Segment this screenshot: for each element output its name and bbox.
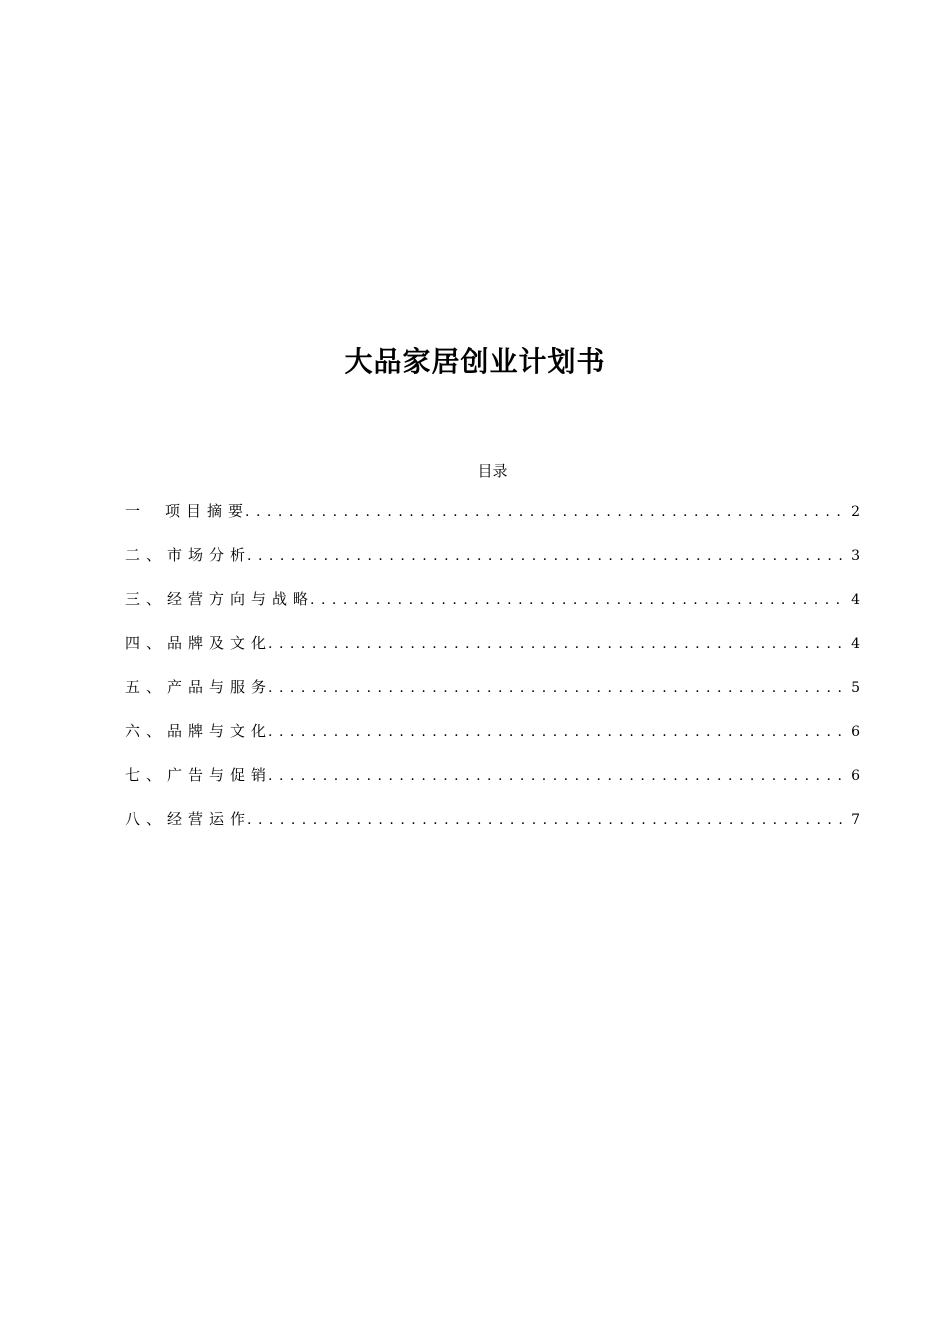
toc-entry-label: 市场分析 — [167, 546, 252, 564]
toc-entry-number: 一 — [125, 502, 147, 520]
toc-dot-leader — [310, 592, 846, 608]
toc-entry-number: 四、 — [125, 634, 168, 652]
toc-entry-page: 7 — [851, 812, 860, 828]
toc-entry-number: 三、 — [125, 590, 168, 608]
toc-entry-page: 3 — [851, 548, 860, 564]
toc-dot-leader — [268, 724, 846, 740]
toc-entry-label: 品牌与文化 — [167, 722, 273, 740]
toc-dot-leader — [247, 548, 846, 564]
toc-dot-leader — [245, 504, 846, 520]
toc-entry-page: 6 — [851, 724, 860, 740]
toc-entry-page: 2 — [851, 504, 860, 520]
toc-dot-leader — [247, 812, 846, 828]
toc-entry-label: 品牌及文化 — [167, 634, 273, 652]
toc-dot-leader — [268, 768, 846, 784]
toc-entry-number: 七、 — [125, 766, 168, 784]
document-title: 大品家居创业计划书 — [344, 345, 606, 378]
toc-entry-market-analysis[interactable] — [125, 544, 860, 588]
toc-entry-summary[interactable] — [125, 500, 860, 544]
toc-entry-operations[interactable] — [125, 808, 860, 852]
toc-entry-label: 项目摘要 — [165, 502, 250, 520]
toc-entry-products-services[interactable] — [125, 676, 860, 720]
toc-entry-advertising-promotion[interactable] — [125, 764, 860, 808]
toc-entry-label: 广告与促销 — [167, 766, 273, 784]
toc-entry-page: 4 — [851, 592, 860, 608]
toc-entry-page: 5 — [851, 680, 860, 696]
toc-entry-label: 产品与服务 — [167, 678, 273, 696]
toc-entry-page: 4 — [851, 636, 860, 652]
toc-entry-brand-and-culture[interactable] — [125, 720, 860, 764]
toc-entry-page: 6 — [851, 768, 860, 784]
toc-entry-label: 经营运作 — [167, 810, 252, 828]
toc-entry-label: 经营方向与战略 — [167, 590, 315, 608]
toc-entry-number: 六、 — [125, 722, 168, 740]
toc-entry-brand-culture[interactable] — [125, 632, 860, 676]
toc-entry-number: 二、 — [125, 546, 168, 564]
toc-entry-number: 五、 — [125, 678, 168, 696]
toc-dot-leader — [268, 680, 846, 696]
toc-dot-leader — [268, 636, 846, 652]
toc-entry-number: 八、 — [125, 810, 168, 828]
toc-heading: 目录 — [477, 462, 508, 480]
toc-entry-strategy[interactable] — [125, 588, 860, 632]
table-of-contents — [125, 500, 860, 852]
